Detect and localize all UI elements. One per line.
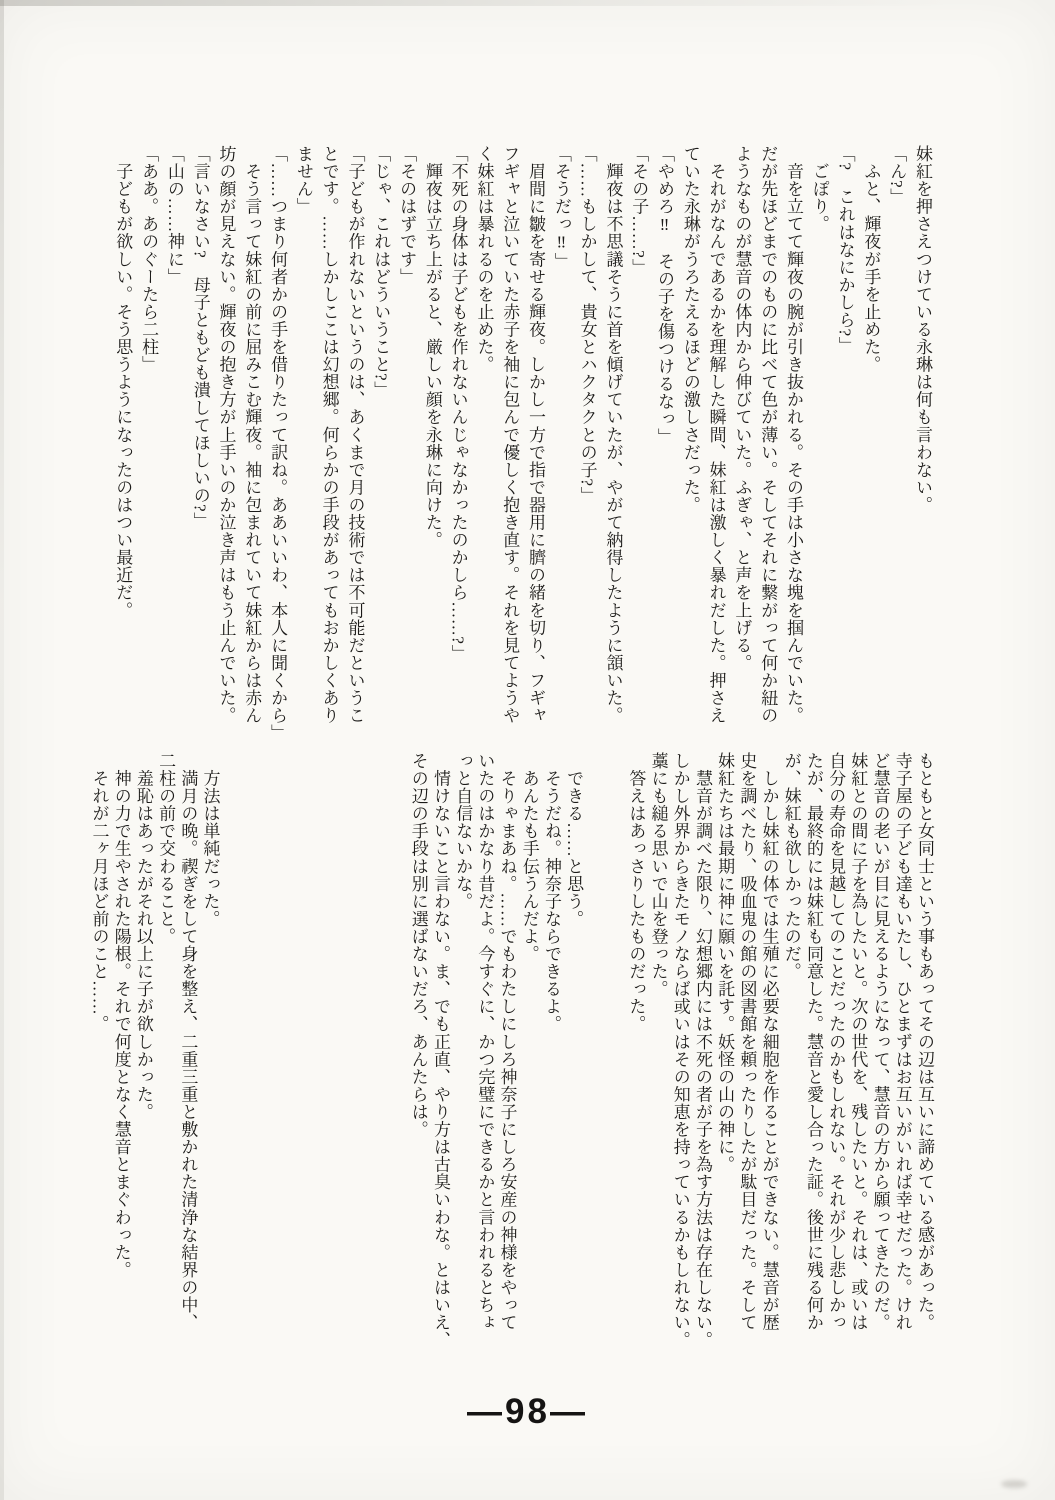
lower-text-column-9: 史を調べたり、吸血鬼の館の図書館を頼ったりしたが駄目だった。そして (737, 752, 757, 1332)
lower-text-column-10: 妹紅たちは最期に神に願いを託す。妖怪の山の神に。 (715, 752, 735, 1174)
upper-text-column-19: 「不死の身体は子どもを作れないんじゃなかったのかしら……?」 (448, 145, 468, 663)
upper-text-column-13: 輝夜は不思議そうに首を傾げていたが、やがて納得したように頷いた。 (603, 145, 623, 725)
upper-text-column-4: 「? これはなにかしら?」 (835, 145, 855, 355)
lower-text-column-15: できる……と思う。 (564, 752, 584, 928)
upper-text-column-27: そう言って妹紅の前に屈みこむ輝夜。袖に包まれていて妹紅からは赤ん (242, 145, 262, 725)
upper-text-column-6: 音を立てて輝夜の腕が引き抜かれる。その手は小さな塊を掴んでいた。 (784, 145, 804, 725)
lower-text-column-24: 満月の晩。禊ぎをして身を整え、二重三重と敷かれた清浄な結界の中、 (178, 752, 198, 1332)
lower-text-column-17: あんたも手伝うんだよ。 (519, 752, 539, 963)
lower-text-column-8: しかし妹紅の体では生殖に必要な細胞を作ることができない。慧音が歴 (759, 752, 779, 1332)
upper-text-column-8: ようなものが慧音の体内から伸びていた。ふぎゃ、と声を上げる。 (732, 145, 752, 672)
lower-text-column-16: そうだね。神奈子ならできるよ。 (541, 752, 561, 1033)
lower-text-column-12: しかし外界からきたモノならば或いはその知恵を持っているかもしれない。 (670, 752, 690, 1349)
lower-text-column-2: 寺子屋の子ども達もいたし、ひとまずはお互いがいれば幸せだった。けれ (892, 752, 912, 1332)
upper-text-column-3: ふと、輝夜が手を止めた。 (861, 145, 881, 374)
upper-text-column-15: 「そうだっ‼」 (551, 145, 571, 270)
upper-text-column-2: 「ん?」 (887, 145, 907, 206)
upper-text-column-26: 「……つまり何者かの手を借りたって訳ね。ああいいわ、本人に聞くから」 (268, 145, 288, 742)
scan-edge-left (0, 0, 4, 1500)
upper-text-column-30: 「山の……神に」 (164, 145, 184, 286)
upper-text-column-16: 眉間に皺を寄せる輝夜。しかし一方で指で器用に臍の緒を切り、フギャ (526, 145, 546, 725)
upper-text-column-25: ません」 (293, 145, 313, 216)
upper-text-column-10: ていた永琳がうろたえるほどの激しさだった。 (680, 145, 700, 514)
upper-text-column-23: 「子どもが作れないというのは、あくまで月の技術では不可能だというこ (345, 145, 365, 725)
lower-text-column-21: 情けないこと言わない。ま、でも正直、やり方は古臭いわな。とはいえ、 (430, 752, 450, 1349)
upper-text-column-29: 「言いなさい? 母子ともども潰してほしいの?」 (190, 145, 210, 530)
lower-text-column-5: 自分の寿命を見越してのことだったのかもしれない。それが少し悲しかっ (826, 752, 846, 1332)
upper-text-column-22: 「じゃ、これはどういうこと?」 (371, 145, 391, 399)
upper-text-column-21: 「そのはずです」 (397, 145, 417, 286)
upper-text-column-12: 「その子……?」 (629, 145, 649, 276)
lower-text-column-18: そりゃまあね。……でもわたしにしろ神奈子にしろ安産の神様をやって (497, 752, 517, 1332)
upper-text-column-24: とです。……しかしここは幻想郷。何らかの手段があってもおかしくあり (319, 145, 339, 725)
upper-text-column-32: 子どもが欲しい。そう思うようになったのはつい最近だ。 (113, 145, 133, 619)
lower-text-column-4: 妹紅との間に子を為したいと。次の世代を、残したいと。それは、或いは (848, 752, 868, 1332)
lower-text-column-25: 二柱の前で交わること。 (156, 752, 176, 946)
lower-text-column-22: その辺の手段は別に選ばないだろ、あんたらは。 (408, 752, 428, 1139)
upper-text-block (107, 145, 935, 742)
lower-text-column-23: 方法は単純だった。 (200, 752, 220, 928)
upper-text-column-11: 「やめろ‼ その子を傷つけるなっ」 (655, 145, 675, 446)
upper-text-column-17: フギャと泣いていた赤子を袖に包んで優しく抱き直す。それを見てようや (500, 145, 520, 725)
upper-text-column-1: 妹紅を押さえつけている永琳は何も言わない。 (913, 145, 932, 514)
upper-text-column-31: 「ああ。あのぐーたら二柱」 (139, 145, 159, 374)
scan-artifact (1001, 1480, 1027, 1488)
upper-text-column-9: それがなんであるかを理解した瞬間、妹紅は激しく暴れだした。押さえ (706, 145, 726, 725)
lower-text-column-11: 慧音が調べた限り、幻想郷内には不死の者が子を為す方法は存在しない。 (692, 752, 712, 1349)
lower-text-column-28: それが二ヶ月ほど前のこと……。 (89, 752, 109, 1033)
upper-text-column-5: ごぽり。 (809, 145, 829, 233)
lower-text-column-26: 羞恥はあったがそれ以上に子が欲しかった。 (133, 752, 153, 1121)
lower-text-block (89, 752, 935, 1366)
scan-edge-top (0, 0, 1055, 6)
lower-text-column-13: 藁にも縋る思いで山を登った。 (648, 752, 668, 998)
lower-text-column-19: いたのはかなり昔だよ。今すぐに、かつ完璧にできるかと言われるとちょ (475, 752, 495, 1332)
lower-text-column-20: っと自信ないかな。 (453, 752, 473, 910)
page-number: ―98― (467, 1392, 588, 1431)
upper-text-column-20: 輝夜は立ち上がると、厳しい顔を永琳に向けた。 (422, 145, 442, 549)
upper-text-column-18: く妹紅は暴れるのを止めた。 (474, 145, 494, 374)
upper-text-column-28: 坊の顔が見えない。輝夜の抱き方が上手いのか泣き声はもう止んでいた。 (216, 145, 236, 725)
lower-text-column-14: 答えはあっさりしたものだった。 (626, 752, 646, 1033)
upper-text-column-7: だが先ほどまでのものに比べて色が薄い。そしてそれに繋がって何か紐の (758, 145, 778, 725)
lower-text-column-1: もともと女同士という事もあってその辺は互いに諦めている感があった。 (915, 752, 934, 1332)
lower-text-column-7: が、妹紅も欲しかったのだ。 (781, 752, 801, 981)
upper-text-column-14: 「……もしかして、貴女とハクタクとの子?」 (577, 145, 597, 505)
lower-text-column-6: たが、最終的には妹紅も同意した。慧音と愛し合った証。後世に残る何か (803, 752, 823, 1332)
lower-text-column-3: ど慧音の老いが目に見えるようになって、慧音の方から願ってきたのだ。 (870, 752, 890, 1332)
lower-text-column-27: 神の力で生やされた陽根。それで何度となく慧音とまぐわった。 (111, 752, 131, 1279)
